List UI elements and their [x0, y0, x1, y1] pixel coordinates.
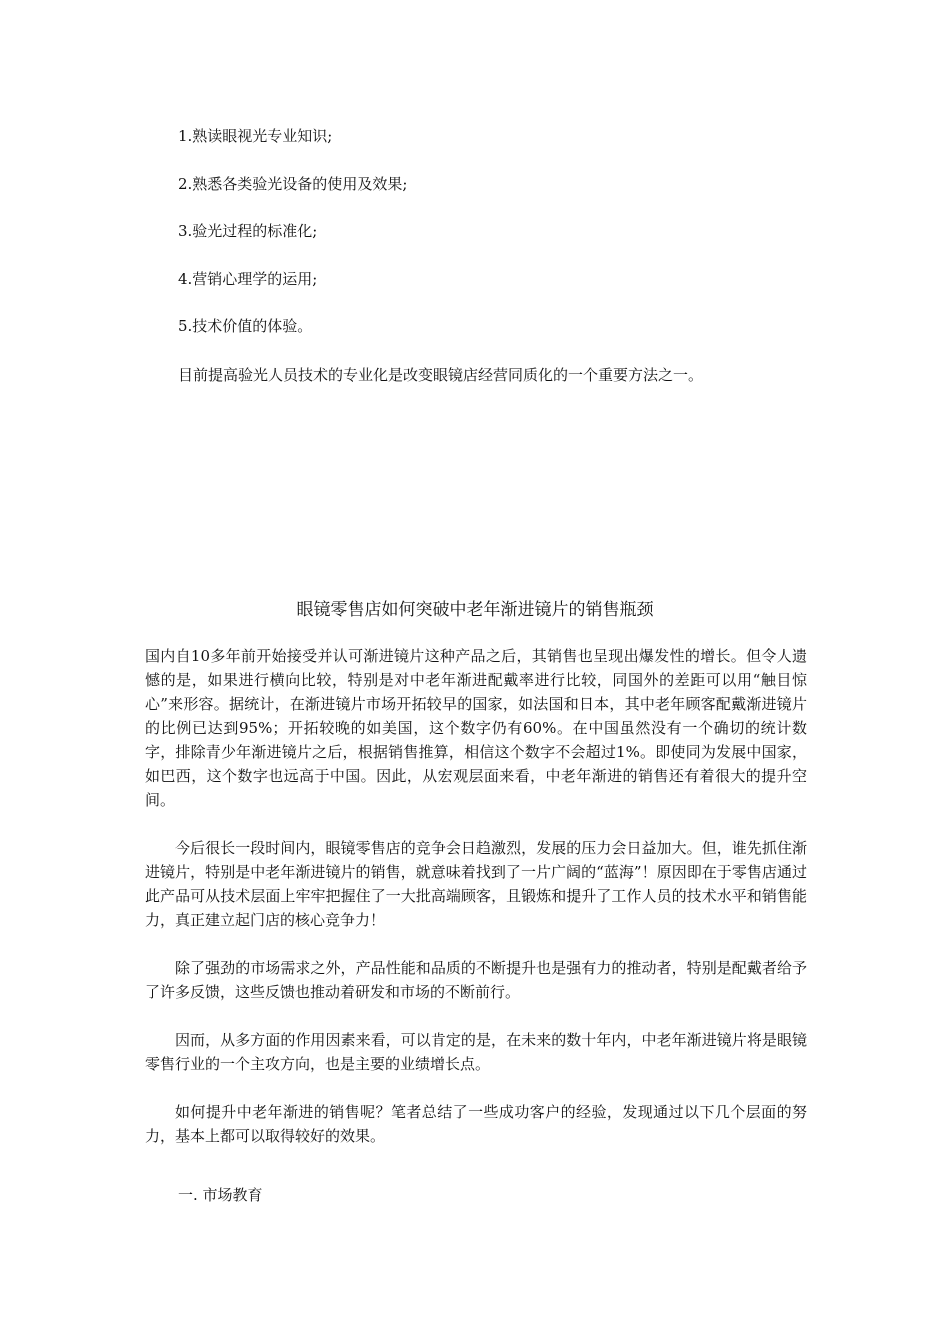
summary-paragraph: 目前提高验光人员技术的专业化是改变眼镜店经营同质化的一个重要方法之一。 — [178, 366, 704, 384]
checklist-item: 3.验光过程的标准化; — [178, 222, 318, 240]
checklist-item: 4.营销心理学的运用; — [178, 269, 318, 288]
article-paragraph: 今后很长一段时间内，眼镜零售店的竞争会日趋激烈，发展的压力会日益加大。但，谁先抓住渐进镜片，特别是中老年渐进镜片的销售，就意味着找到了一片广阔的“蓝海”！原因即在于零售店通过此产品可从技术层面上牢牢把握住了一大批高端顾客，且锻炼和提升了工作人员的技术水平和销售能力，真正建立起门店的核心竞争力！ — [145, 839, 807, 929]
checklist-item: 5.技术价值的体验。 — [178, 317, 313, 335]
checklist-item: 1.熟读眼视光专业知识; — [178, 127, 333, 145]
section-heading: 一. 市场教育 — [178, 1186, 263, 1204]
article-paragraph: 除了强劲的市场需求之外，产品性能和品质的不断提升也是强有力的推动者，特别是配戴者给予了许多反馈，这些反馈也推动着研发和市场的不断前行。 — [145, 959, 807, 1001]
article-paragraph: 国内自10多年前开始接受并认可渐进镜片这种产品之后，其销售也呈现出爆发性的增长。但令人遗憾的是，如果进行横向比较，特别是对中老年渐进配戴率进行比较，同国外的差距可以用“触目惊心”来形容。据统计，在渐进镜片市场开拓较早的国家，如法国和日本，其中老年顾客配戴渐进镜片的比例已达到95%；开拓较晚的如美国，这个数字仍有60%。在中国虽然没有一个确切的统计数字，排除青少年渐进镜片之后，根据销售推算，相信这个数字不会超过1%。即使同为发展中国家，如巴西，这个数字也远高于中国。因此，从宏观层面来看，中老年渐进的销售还有着很大的提升空间。 — [145, 647, 807, 809]
article-title: 眼镜零售店如何突破中老年渐进镜片的销售瓶颈 — [296, 600, 654, 620]
checklist-item: 2.熟悉各类验光设备的使用及效果; — [178, 174, 408, 193]
checklist — [178, 124, 818, 362]
article-body — [145, 644, 807, 1172]
article-paragraph: 如何提升中老年渐进的销售呢？笔者总结了一些成功客户的经验，发现通过以下几个层面的努力，基本上都可以取得较好的效果。 — [145, 1103, 807, 1145]
article-paragraph: 因而，从多方面的作用因素来看，可以肯定的是，在未来的数十年内，中老年渐进镜片将是眼镜零售行业的一个主攻方向，也是主要的业绩增长点。 — [145, 1031, 807, 1073]
